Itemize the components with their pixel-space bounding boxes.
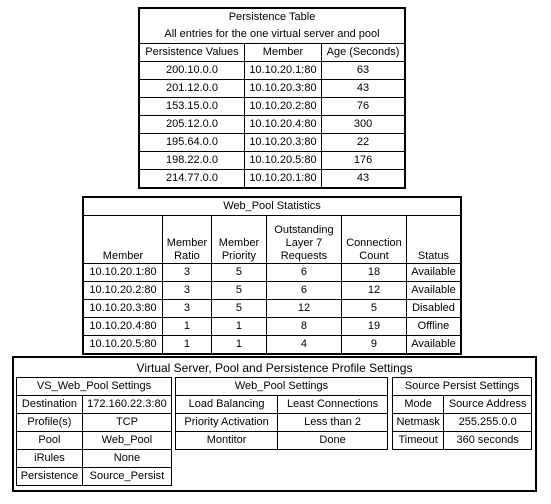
table-cell: 1 xyxy=(162,336,211,355)
table-cell: 3 xyxy=(162,264,211,282)
table-cell: 10.10.20.1:80 xyxy=(244,170,321,189)
table-row xyxy=(17,414,172,432)
table-cell: 5 xyxy=(211,264,266,282)
setting-value: Source Address xyxy=(444,396,532,414)
table-cell: 5 xyxy=(341,300,406,318)
setting-value: 172.160.22.3:80 xyxy=(82,396,171,414)
column-header: Connection Count xyxy=(341,216,406,264)
table-cell: 195.64.0.0 xyxy=(139,134,244,152)
table-cell: 214.77.0.0 xyxy=(139,170,244,189)
table-row xyxy=(139,152,405,170)
persistence-table xyxy=(138,7,406,189)
table-row xyxy=(83,264,461,282)
table-cell: 198.22.0.0 xyxy=(139,152,244,170)
column-header: Status xyxy=(406,216,461,264)
column-header: Member xyxy=(244,44,321,62)
table-cell: 10.10.20.5:80 xyxy=(244,152,321,170)
table-row xyxy=(393,396,532,414)
table-row xyxy=(83,300,461,318)
persist-settings-table xyxy=(392,377,532,450)
vs-settings-title: VS_Web_Pool Settings xyxy=(17,378,172,396)
table-cell: 205.12.0.0 xyxy=(139,116,244,134)
setting-label: Profile(s) xyxy=(17,414,83,432)
table-cell: 10.10.20.5:80 xyxy=(83,336,162,355)
table-cell: 19 xyxy=(341,318,406,336)
setting-label: Netmask xyxy=(393,414,444,432)
pool-statistics-table xyxy=(82,196,462,355)
table-cell: 201.12.0.0 xyxy=(139,80,244,98)
column-header: Member Priority xyxy=(211,216,266,264)
setting-label: Montitor xyxy=(176,432,278,450)
column-header: Member xyxy=(83,216,162,264)
setting-value: 360 seconds xyxy=(444,432,532,450)
setting-label: Mode xyxy=(393,396,444,414)
table-row xyxy=(139,80,405,98)
table-cell: 1 xyxy=(211,336,266,355)
table-cell: 10.10.20.1:80 xyxy=(83,264,162,282)
status-cell: Disabled xyxy=(406,300,461,318)
table-cell: 12 xyxy=(266,300,341,318)
column-header: Persistence Values xyxy=(139,44,244,62)
table-row xyxy=(176,414,388,432)
pool-statistics-header-row xyxy=(83,216,461,264)
table-cell: 1 xyxy=(162,318,211,336)
table-cell: 76 xyxy=(322,98,405,116)
table-cell: 200.10.0.0 xyxy=(139,62,244,80)
table-cell: 9 xyxy=(341,336,406,355)
table-row xyxy=(17,450,172,468)
setting-label: Priority Activation xyxy=(176,414,278,432)
status-cell: Available xyxy=(406,282,461,300)
table-row xyxy=(139,170,405,189)
setting-label: iRules xyxy=(17,450,83,468)
persistence-table-subtitle: All entries for the one virtual server and pool xyxy=(139,26,405,44)
pool-settings-table xyxy=(175,377,388,450)
table-row xyxy=(176,432,388,450)
column-header: Outstanding Layer 7 Requests xyxy=(266,216,341,264)
table-row xyxy=(139,98,405,116)
table-cell: 10.10.20.2:80 xyxy=(244,98,321,116)
table-cell: 10.10.20.2:80 xyxy=(83,282,162,300)
column-header: Age (Seconds) xyxy=(322,44,405,62)
status-cell: Available xyxy=(406,264,461,282)
table-row xyxy=(139,116,405,134)
table-cell: 10.10.20.4:80 xyxy=(83,318,162,336)
persistence-header-row xyxy=(139,44,405,62)
table-row xyxy=(83,282,461,300)
table-cell: 153.15.0.0 xyxy=(139,98,244,116)
table-cell: 4 xyxy=(266,336,341,355)
vs-settings-table xyxy=(16,377,172,486)
table-row xyxy=(393,432,532,450)
setting-label: Timeout xyxy=(393,432,444,450)
table-cell: 10.10.20.4:80 xyxy=(244,116,321,134)
table-cell: 63 xyxy=(322,62,405,80)
setting-value: Source_Persist xyxy=(82,468,171,486)
setting-label: Pool xyxy=(17,432,83,450)
setting-value: Least Connections xyxy=(278,396,388,414)
table-row xyxy=(17,396,172,414)
table-row xyxy=(83,318,461,336)
table-row xyxy=(176,396,388,414)
table-row xyxy=(139,62,405,80)
table-cell: 300 xyxy=(322,116,405,134)
setting-value: None xyxy=(82,450,171,468)
table-cell: 10.10.20.3:80 xyxy=(244,134,321,152)
table-row xyxy=(17,468,172,486)
setting-value: Web_Pool xyxy=(82,432,171,450)
table-cell: 10.10.20.3:80 xyxy=(244,80,321,98)
table-cell: 10.10.20.3:80 xyxy=(83,300,162,318)
table-cell: 176 xyxy=(322,152,405,170)
column-header: Member Ratio xyxy=(162,216,211,264)
table-row xyxy=(17,432,172,450)
table-row xyxy=(393,414,532,432)
table-cell: 1 xyxy=(211,318,266,336)
table-cell: 43 xyxy=(322,170,405,189)
table-cell: 22 xyxy=(322,134,405,152)
table-cell: 43 xyxy=(322,80,405,98)
setting-value: 255.255.0.0 xyxy=(444,414,532,432)
table-cell: 18 xyxy=(341,264,406,282)
table-cell: 6 xyxy=(266,282,341,300)
table-cell: 10.10.20.1:80 xyxy=(244,62,321,80)
status-cell: Offline xyxy=(406,318,461,336)
table-cell: 5 xyxy=(211,300,266,318)
persist-settings-title: Source Persist Settings xyxy=(393,378,532,396)
pool-settings-title: Web_Pool Settings xyxy=(176,378,388,396)
setting-value: Less than 2 xyxy=(278,414,388,432)
setting-value: TCP xyxy=(82,414,171,432)
setting-value: Done xyxy=(278,432,388,450)
table-cell: 12 xyxy=(341,282,406,300)
persistence-table-title: Persistence Table xyxy=(139,8,405,26)
setting-label: Persistence xyxy=(17,468,83,486)
table-row xyxy=(139,134,405,152)
table-cell: 3 xyxy=(162,282,211,300)
table-cell: 6 xyxy=(266,264,341,282)
setting-label: Destination xyxy=(17,396,83,414)
pool-statistics-title: Web_Pool Statistics xyxy=(83,197,461,216)
setting-label: Load Balancing xyxy=(176,396,278,414)
status-cell: Available xyxy=(406,336,461,355)
table-row xyxy=(83,336,461,355)
table-cell: 8 xyxy=(266,318,341,336)
table-cell: 3 xyxy=(162,300,211,318)
table-cell: 5 xyxy=(211,282,266,300)
profile-settings-title: Virtual Server, Pool and Persistence Profile Settings xyxy=(136,361,413,375)
